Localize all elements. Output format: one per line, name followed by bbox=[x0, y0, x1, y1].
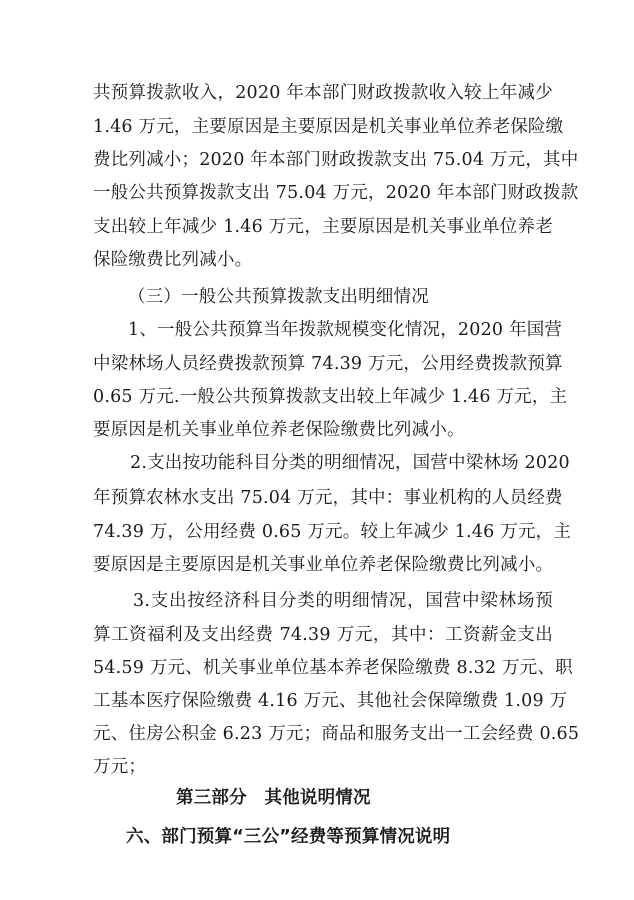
section3-heading: （三）一般公共预算拨款支出明细情况 bbox=[128, 287, 429, 307]
item1-line-3: 0.65 万元.一般公共预算拨款支出较上年减少 1.46 万元，主 bbox=[93, 387, 568, 407]
section6-heading: 六、部门预算“三公”经费等预算情况说明 bbox=[126, 827, 451, 847]
para1-line-6: 保险缴费比列减小。 bbox=[93, 250, 253, 270]
item2-line-4: 要原因是主要原因是机关事业单位养老保险缴费比列减小。 bbox=[93, 555, 554, 575]
para1-line-1: 共预算拨款收入，2020 年本部门财政拨款收入较上年减少 bbox=[93, 83, 553, 103]
part3-title: 第三部分 其他说明情况 bbox=[176, 788, 371, 808]
item3-line-1: 3.支出按经济科目分类的明细情况，国营中梁林场预 bbox=[133, 591, 553, 611]
item2-line-2: 年预算农林水支出 75.04 万元，其中：事业机构的人员经费 bbox=[93, 488, 563, 508]
item1-line-4: 要原因是机关事业单位养老保险缴费比列减小。 bbox=[93, 420, 465, 440]
para1-line-5: 支出较上年减少 1.46 万元，主要原因是机关事业单位养老 bbox=[93, 217, 553, 237]
para1-line-2: 1.46 万元，主要原因是主要原因是机关事业单位养老保险缴 bbox=[93, 117, 564, 137]
para1-line-3: 费比列减小；2020 年本部门财政拨款支出 75.04 万元，其中 bbox=[93, 150, 579, 170]
item2-line-1: 2.支出按功能科目分类的明细情况，国营中梁林场 2020 bbox=[130, 453, 570, 473]
item2-line-3: 74.39 万，公用经费 0.65 万元。较上年减少 1.46 万元，主 bbox=[93, 522, 572, 542]
item3-line-5: 元、住房公积金 6.23 万元；商品和服务支出一工会经费 0.65 bbox=[93, 724, 580, 744]
item3-line-6: 万元； bbox=[93, 757, 147, 777]
item3-line-4: 工基本医疗保险缴费 4.16 万元、其他社会保障缴费 1.09 万 bbox=[93, 691, 568, 711]
item3-line-3: 54.59 万元、机关事业单位基本养老保险缴费 8.32 万元、职 bbox=[93, 658, 573, 678]
item1-line-2: 中梁林场人员经费拨款预算 74.39 万元，公用经费拨款预算 bbox=[93, 354, 563, 374]
para1-line-4: 一般公共预算拨款支出 75.04 万元，2020 年本部门财政拨款 bbox=[93, 183, 579, 203]
item3-line-2: 算工资福利及支出经费 74.39 万元，其中：工资薪金支出 bbox=[93, 625, 553, 645]
item1-line-1: 1、一般公共预算当年拨款规模变化情况，2020 年国营 bbox=[128, 320, 563, 340]
